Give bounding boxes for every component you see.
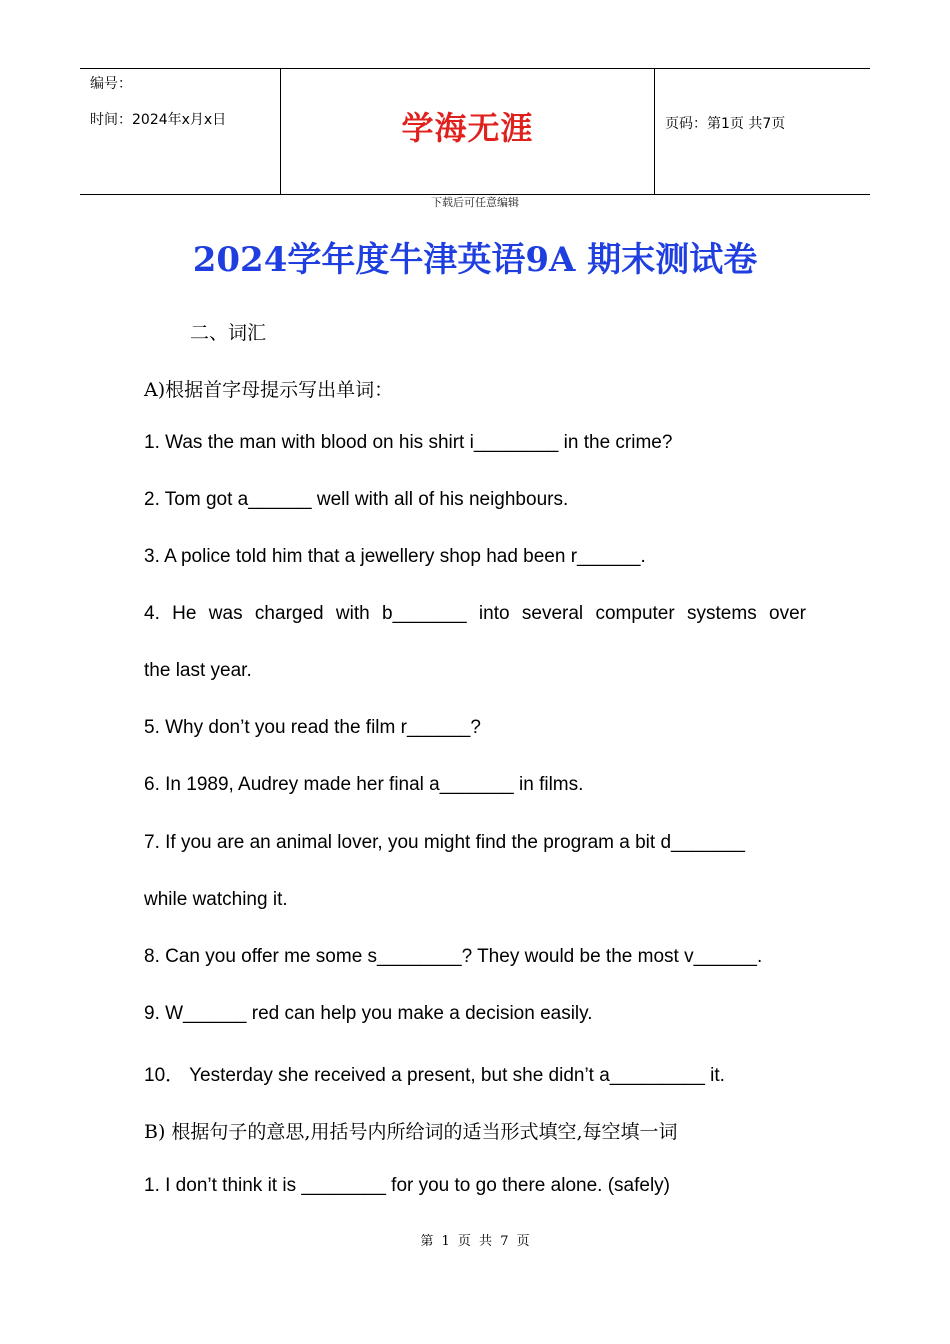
page-footer: 第 1 页 共 7 页 <box>420 1234 530 1249</box>
question-item-continuation: while watching it. <box>144 889 288 910</box>
question-item-continuation: the last year. <box>144 660 252 681</box>
part-a-heading: A)根据首字母提示写出单词： <box>144 379 394 401</box>
question-item: 2. Tom got a______ well with all of his neighbours. <box>144 489 569 510</box>
header-left-cell <box>80 69 281 194</box>
question-item: 7. If you are an animal lover, you might find the program a bit d_______ <box>144 832 745 853</box>
question-item: 9. W______ red can help you make a decision easily. <box>144 1003 593 1024</box>
header-middle-cell <box>281 69 655 194</box>
part-b-heading: B) 根据句子的意思,用括号内所给词的适当形式填空,每空填一词 <box>144 1121 678 1143</box>
section-heading: 二、词汇 <box>190 322 267 344</box>
question-item: 5. Why don’t you read the film r______? <box>144 717 481 738</box>
edit-note: 下载后可任意编辑 <box>431 196 519 209</box>
document-time-label: 时间：2024年x月x日 <box>90 112 227 128</box>
header-page-info: 页码：第1页 共7页 <box>665 116 786 132</box>
question-item: 1. Was the man with blood on his shirt i________ in the crime? <box>144 432 673 453</box>
brand-title: 学海无涯 <box>401 108 534 147</box>
question-item: 10． Yesterday she received a present, but she didn’t a_________ it. <box>144 1065 725 1086</box>
question-item: 4. He was charged with b_______ into several computer systems over <box>144 603 806 624</box>
document-number-label: 编号： <box>90 76 132 92</box>
question-item: 8. Can you offer me some s________? They would be the most v______. <box>144 946 763 967</box>
page-title: 2024学年度牛津英语9A 期末测试卷 <box>192 240 758 280</box>
question-item: 3. A police told him that a jewellery shop had been r______. <box>144 546 646 567</box>
question-item: 1. I don’t think it is ________ for you to go there alone. (safely) <box>144 1175 670 1196</box>
question-item: 6. In 1989, Audrey made her final a_______ in films. <box>144 774 584 795</box>
header-right-cell <box>655 69 870 194</box>
header-table <box>80 68 870 195</box>
